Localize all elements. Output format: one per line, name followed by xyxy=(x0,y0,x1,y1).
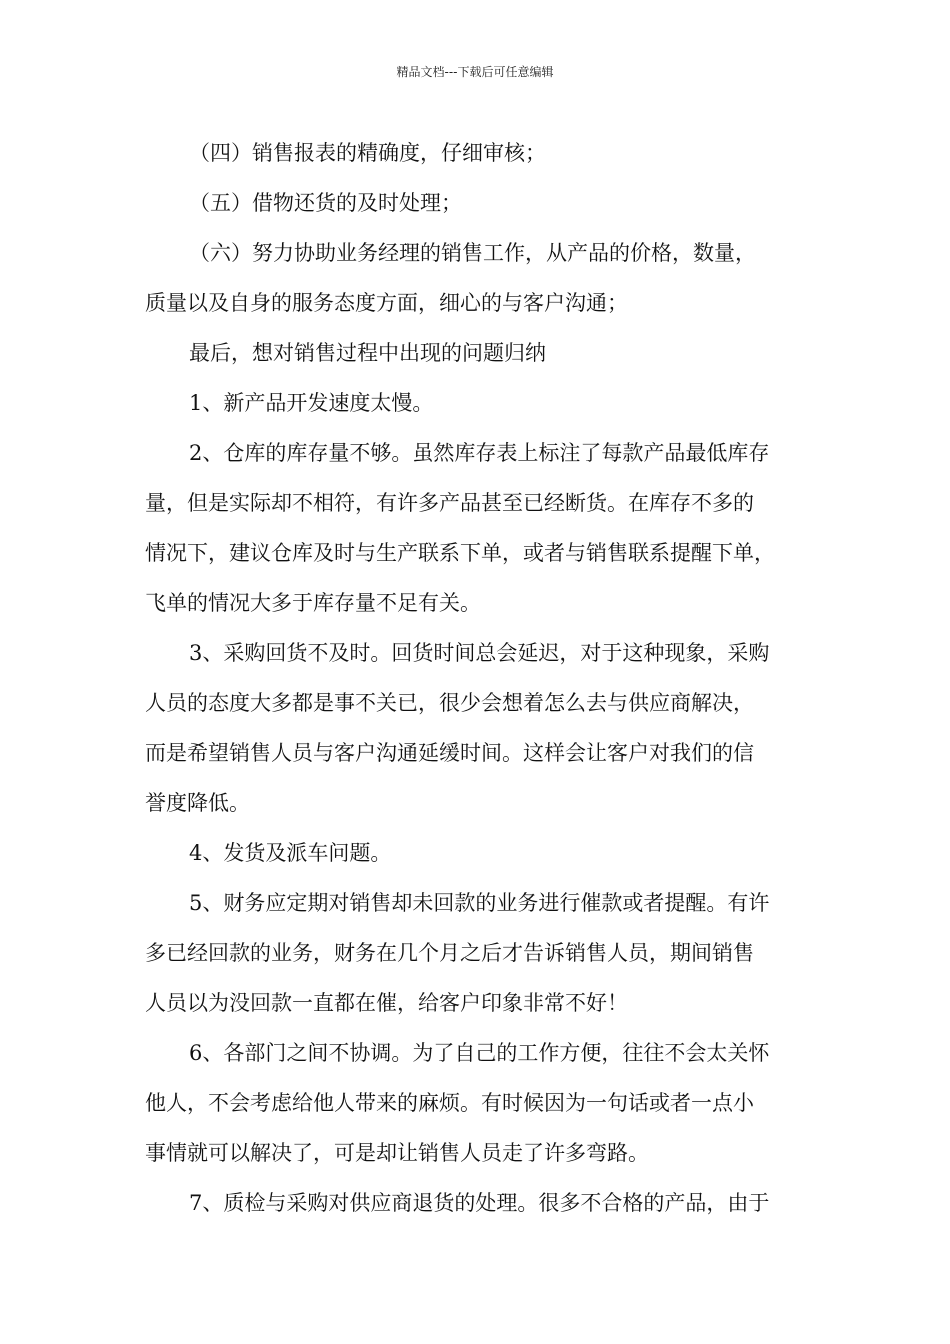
text-line: 5、财务应定期对销售却未回款的业务进行催款或者提醒。有许 xyxy=(189,891,770,915)
text-line: （六）努力协助业务经理的销售工作，从产品的价格，数量， xyxy=(189,241,756,265)
text-line: 6、各部门之间不协调。为了自己的工作方便，往往不会太关怀 xyxy=(189,1041,770,1065)
document-body xyxy=(145,128,807,1228)
text-line: 而是希望销售人员与客户沟通延缓时间。这样会让客户对我们的信 xyxy=(145,741,754,765)
text-line: 人员的态度大多都是事不关已，很少会想着怎么去与供应商解决， xyxy=(145,691,754,715)
text-line: 誉度降低。 xyxy=(145,791,250,815)
text-line: 人员以为没回款一直都在催，给客户印象非常不好！ xyxy=(145,991,628,1015)
text-line: 他人，不会考虑给他人带来的麻烦。有时候因为一句话或者一点小 xyxy=(145,1091,754,1115)
text-line: 1、新产品开发速度太慢。 xyxy=(189,391,434,415)
text-line: 最后，想对销售过程中出现的问题归纳 xyxy=(189,341,546,365)
text-line: 7、质检与采购对供应商退货的处理。很多不合格的产品，由于 xyxy=(189,1191,770,1215)
text-line: 量，但是实际却不相符，有许多产品甚至已经断货。在库存不多的 xyxy=(145,491,754,515)
page-header: 精品文档---下载后可任意编辑 xyxy=(396,65,554,79)
text-line: （四）销售报表的精确度，仔细审核； xyxy=(189,141,546,165)
text-line: 质量以及自身的服务态度方面，细心的与客户沟通； xyxy=(145,291,628,315)
text-line: （五）借物还货的及时处理； xyxy=(189,191,462,215)
text-line: 4、发货及派车问题。 xyxy=(189,841,392,865)
text-line: 2、仓库的库存量不够。虽然库存表上标注了每款产品最低库存 xyxy=(189,441,770,465)
text-line: 飞单的情况大多于库存量不足有关。 xyxy=(145,591,481,615)
text-line: 情况下，建议仓库及时与生产联系下单，或者与销售联系提醒下单， xyxy=(145,541,775,565)
text-line: 多已经回款的业务，财务在几个月之后才告诉销售人员，期间销售 xyxy=(145,941,754,965)
text-line: 事情就可以解决了，可是却让销售人员走了许多弯路。 xyxy=(145,1141,649,1165)
text-line: 3、采购回货不及时。回货时间总会延迟，对于这种现象，采购 xyxy=(189,641,770,665)
